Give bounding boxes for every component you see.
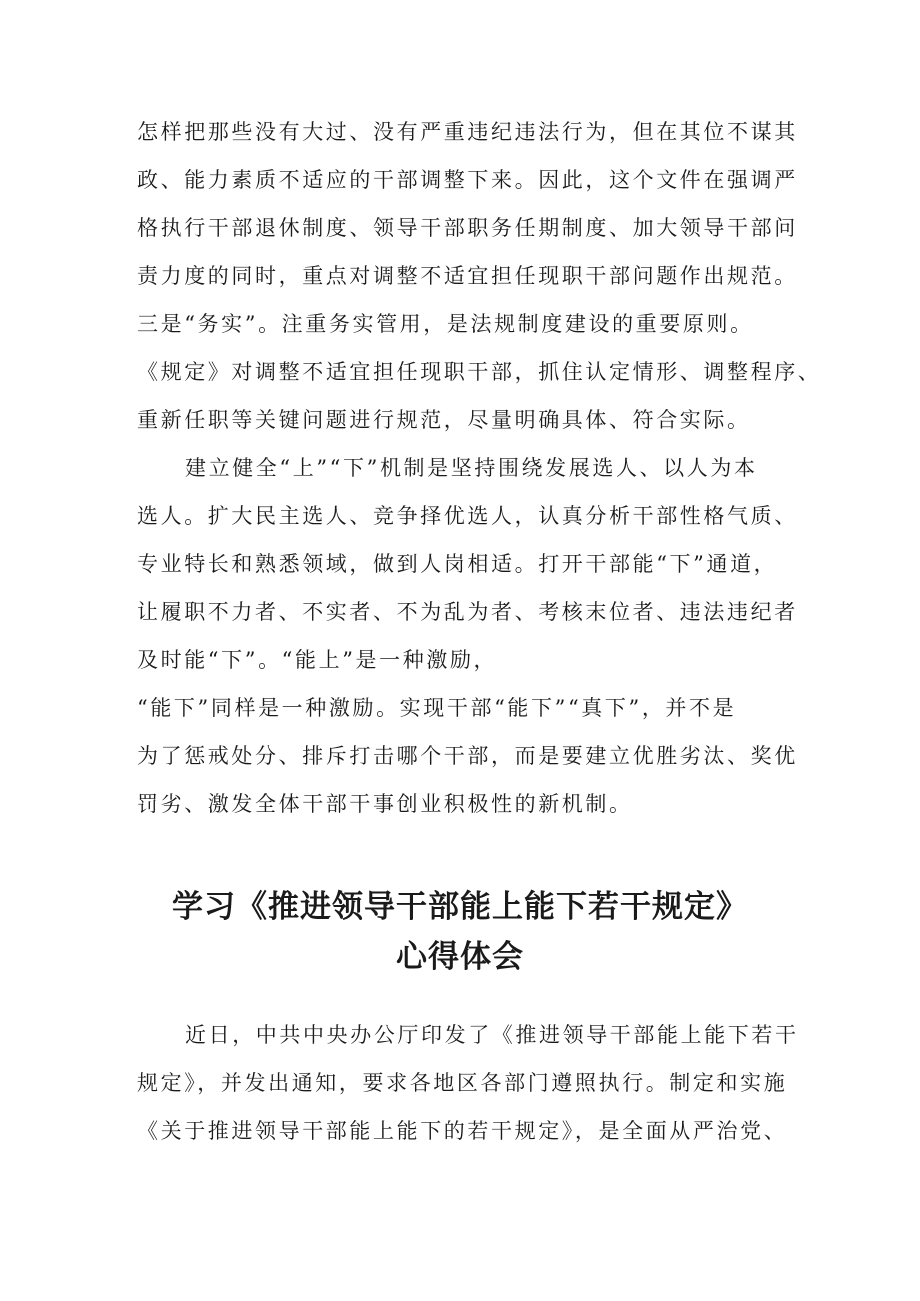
title-line-2: 心得体会 — [396, 939, 524, 975]
text-line: 《规定》对调整不适宜担任现职干部，抓住认定情形、调整程序、 — [137, 360, 822, 384]
text-line: 选人。扩大民主选人、竞争择优选人，认真分析干部性格气质、 — [137, 504, 798, 528]
text-line: 重新任职等关键问题进行规范，尽量明确具体、符合实际。 — [137, 408, 751, 432]
text-line: 让履职不力者、不实者、不为乱为者、考核末位者、违法违纪者 — [137, 600, 798, 624]
text-line: 近日，中共中央办公厅印发了《推进领导干部能上能下若干 — [185, 1023, 799, 1047]
text-line: 政、能力素质不适应的干部调整下来。因此，这个文件在强调严 — [137, 168, 798, 192]
text-line: 责力度的同时，重点对调整不适宜担任现职干部问题作出规范。 — [137, 264, 798, 288]
text-line: 专业特长和熟悉领域，做到人岗相适。打开干部能“下”通道， — [137, 552, 778, 576]
title-line-1: 学习《推进领导干部能上能下若干规定》 — [172, 889, 748, 925]
text-line: “能下”同样是一种激励。实现干部“能下”“真下”，并不是 — [137, 696, 737, 720]
text-line: 罚劣、激发全体干部干事创业积极性的新机制。 — [137, 792, 633, 816]
text-line: 《关于推进领导干部能上能下的若干规定》，是全面从严治党、 — [137, 1119, 788, 1143]
text-line: 三是“务实”。注重务实管用，是法规制度建设的重要原则。 — [137, 312, 754, 336]
text-line: 为了惩戒处分、排斥打击哪个干部，而是要建立优胜劣汰、奖优 — [137, 744, 798, 768]
text-line: 怎样把那些没有大过、没有严重违纪违法行为，但在其位不谋其 — [137, 120, 798, 144]
text-line: 格执行干部退休制度、领导干部职务任期制度、加大领导干部问 — [137, 216, 798, 240]
text-line: 及时能“下”。“能上”是一种激励， — [137, 648, 498, 672]
text-line: 建立健全“上”“下”机制是坚持围绕发展选人、以人为本 — [185, 456, 758, 480]
text-line: 规定》，并发出通知，要求各地区各部门遵照执行。制定和实施 — [137, 1071, 788, 1095]
